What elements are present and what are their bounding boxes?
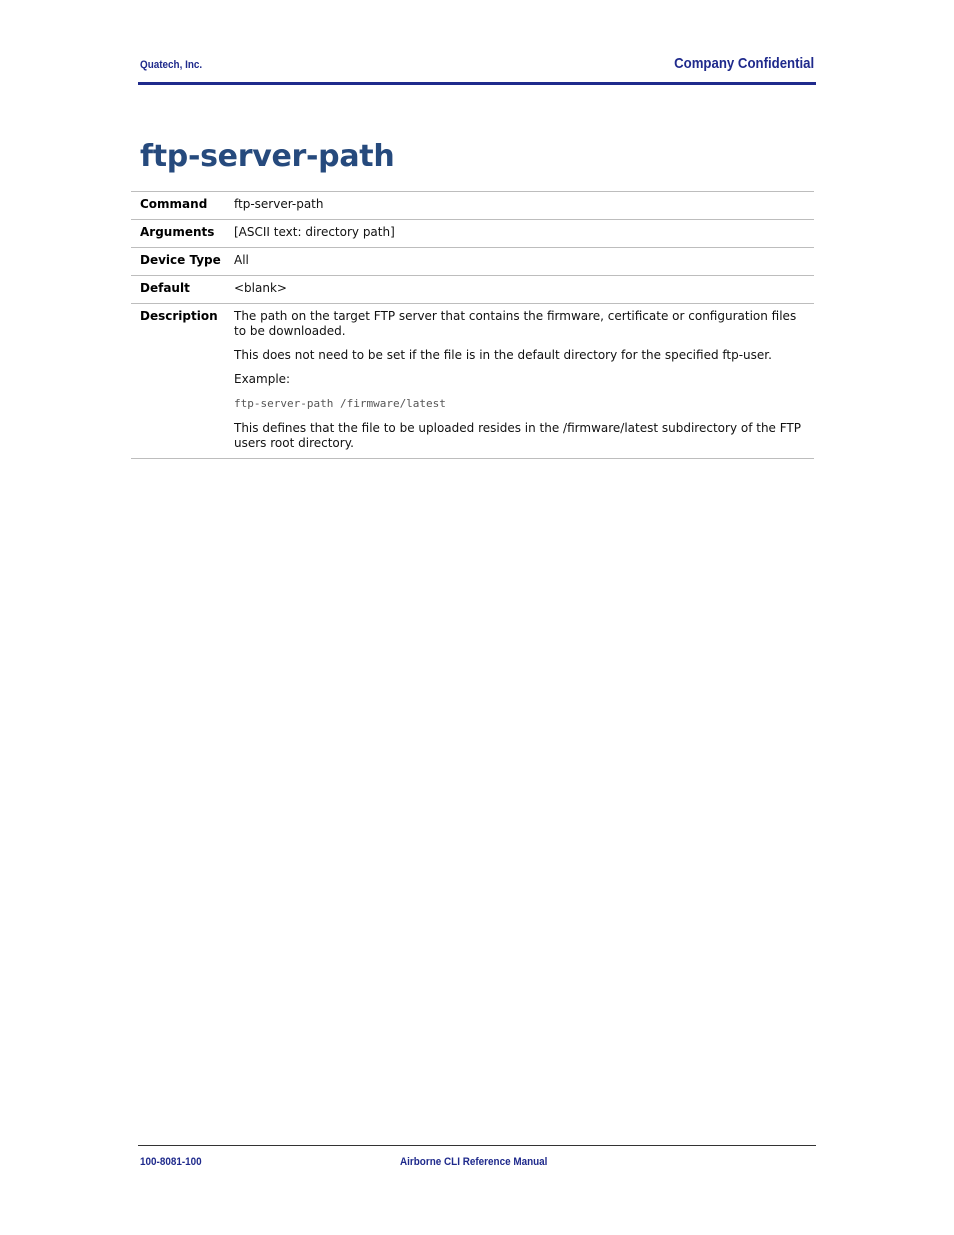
row-value: <blank> (234, 276, 814, 304)
description-row (131, 304, 814, 459)
page-title: ftp-server-path (140, 139, 395, 174)
row-label: Command (131, 192, 234, 220)
page-footer (138, 1145, 816, 1176)
description-paragraph: This defines that the file to be uploaded resides in the /firmware/latest subdirectory of the FTP users root directory. (234, 421, 801, 450)
description-value (234, 304, 814, 459)
description-paragraph: This does not need to be set if the file is in the default directory for the specified ftp-user. (234, 348, 772, 362)
description-paragraph: The path on the target FTP server that contains the firmware, certificate or configuration files to be downloaded. (234, 309, 797, 338)
row-value: ftp-server-path (234, 192, 814, 220)
command-spec-table (131, 191, 814, 459)
table-row (131, 192, 814, 220)
row-label: Description (131, 304, 234, 459)
table-row (131, 220, 814, 248)
row-label: Arguments (131, 220, 234, 248)
example-label: Example: (234, 372, 291, 386)
row-label: Device Type (131, 248, 234, 276)
row-label: Default (131, 276, 234, 304)
row-value: [ASCII text: directory path] (234, 220, 814, 248)
table-row (131, 276, 814, 304)
page-header (138, 54, 816, 85)
manual-title: Airborne CLI Reference Manual (400, 1156, 548, 1168)
confidentiality-label: Company Confidential (673, 55, 814, 72)
table-row (131, 248, 814, 276)
example-code: ftp-server-path /firmware/latest (234, 397, 446, 410)
document-number: 100-8081-100 (140, 1156, 202, 1168)
row-value: All (234, 248, 814, 276)
company-name: Quatech, Inc. (140, 59, 203, 71)
